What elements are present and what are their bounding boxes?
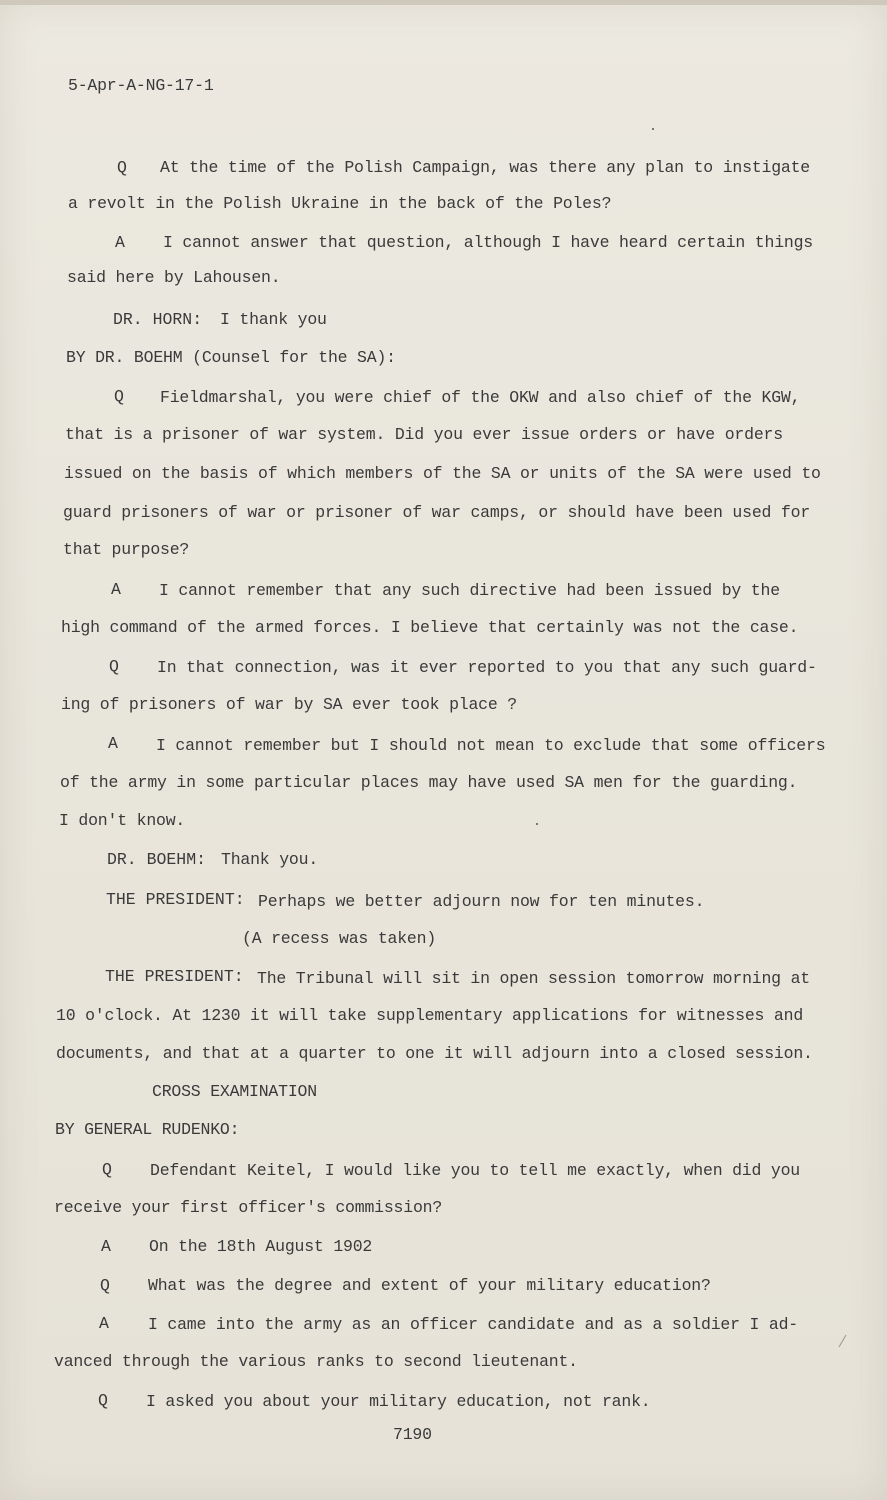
question-label: Q xyxy=(98,1391,108,1410)
text-line: On the 18th August 1902 xyxy=(149,1237,373,1256)
text-line: guard prisoners of war or prisoner of war camps, or should have been used for xyxy=(63,503,811,522)
text-line: I cannot answer that question, although I have heard certain things xyxy=(163,233,814,252)
text-line: ing of prisoners of war by SA ever took place ? xyxy=(61,695,517,714)
text-line: In that connection, was it ever reported to you that any such guard- xyxy=(157,658,817,677)
answer-label: A xyxy=(99,1314,109,1333)
text-line: I came into the army as an officer candidate and as a soldier I ad- xyxy=(148,1315,799,1334)
question-label: Q xyxy=(100,1276,110,1295)
text-line: of the army in some particular places may have used SA men for the guarding. xyxy=(60,773,798,792)
text-line: Fieldmarshal, you were chief of the OKW and also chief of the KGW, xyxy=(160,388,801,407)
paper-mark xyxy=(839,1335,847,1348)
paper-speck xyxy=(652,128,654,130)
section-heading: CROSS EXAMINATION xyxy=(152,1082,317,1101)
question-label: Q xyxy=(114,387,124,406)
answer-label: A xyxy=(115,233,125,252)
text-line: I cannot remember but I should not mean to exclude that some officers xyxy=(156,736,826,755)
text-line: vanced through the various ranks to second lieutenant. xyxy=(54,1352,578,1371)
speaker-text: Thank you. xyxy=(221,850,319,869)
text-line: high command of the armed forces. I believe that certainly was not the case. xyxy=(61,618,799,637)
speaker-text: I thank you xyxy=(220,310,327,329)
examiner-line: BY GENERAL RUDENKO: xyxy=(55,1120,240,1139)
speaker-label: THE PRESIDENT: xyxy=(106,890,245,909)
text-line: I cannot remember that any such directive had been issued by the xyxy=(159,581,780,600)
text-line: At the time of the Polish Campaign, was there any plan to instigate xyxy=(160,158,811,177)
speaker-label: THE PRESIDENT: xyxy=(105,967,244,986)
answer-label: A xyxy=(108,734,118,753)
text-line: What was the degree and extent of your military education? xyxy=(148,1276,711,1295)
question-label: Q xyxy=(102,1160,112,1179)
speaker-text: The Tribunal will sit in open session tomorrow morning at xyxy=(257,969,810,988)
question-label: Q xyxy=(109,657,119,676)
document-id: 5-Apr-A-NG-17-1 xyxy=(68,76,214,95)
text-line: that is a prisoner of war system. Did you ever issue orders or have orders xyxy=(65,425,783,444)
text-line: said here by Lahousen. xyxy=(67,268,281,287)
text-line: I don't know. xyxy=(59,811,186,830)
examiner-line: BY DR. BOEHM (Counsel for the SA): xyxy=(66,348,396,367)
speaker-text: Perhaps we better adjourn now for ten minutes. xyxy=(258,892,705,911)
text-line: documents, and that at a quarter to one it will adjourn into a closed session. xyxy=(56,1044,813,1063)
text-line: issued on the basis of which members of the SA or units of the SA were used to xyxy=(64,464,821,483)
page-top-edge xyxy=(0,0,887,5)
text-line: Defendant Keitel, I would like you to tell me exactly, when did you xyxy=(150,1161,801,1180)
text-line: I asked you about your military education, not rank. xyxy=(146,1392,651,1411)
page-number: 7190 xyxy=(393,1425,432,1444)
text-line: receive your first officer's commission? xyxy=(54,1198,443,1217)
speaker-label: DR. HORN: xyxy=(113,310,203,329)
text-line: a revolt in the Polish Ukraine in the back of the Poles? xyxy=(68,194,612,213)
text-line: 10 o'clock. At 1230 it will take supplementary applications for witnesses and xyxy=(56,1006,804,1025)
recess-note: (A recess was taken) xyxy=(242,929,437,948)
paper-speck xyxy=(536,823,538,825)
answer-label: A xyxy=(101,1237,111,1256)
speaker-label: DR. BOEHM: xyxy=(107,850,207,869)
answer-label: A xyxy=(111,580,121,599)
question-label: Q xyxy=(117,158,127,177)
text-line: that purpose? xyxy=(63,540,190,559)
